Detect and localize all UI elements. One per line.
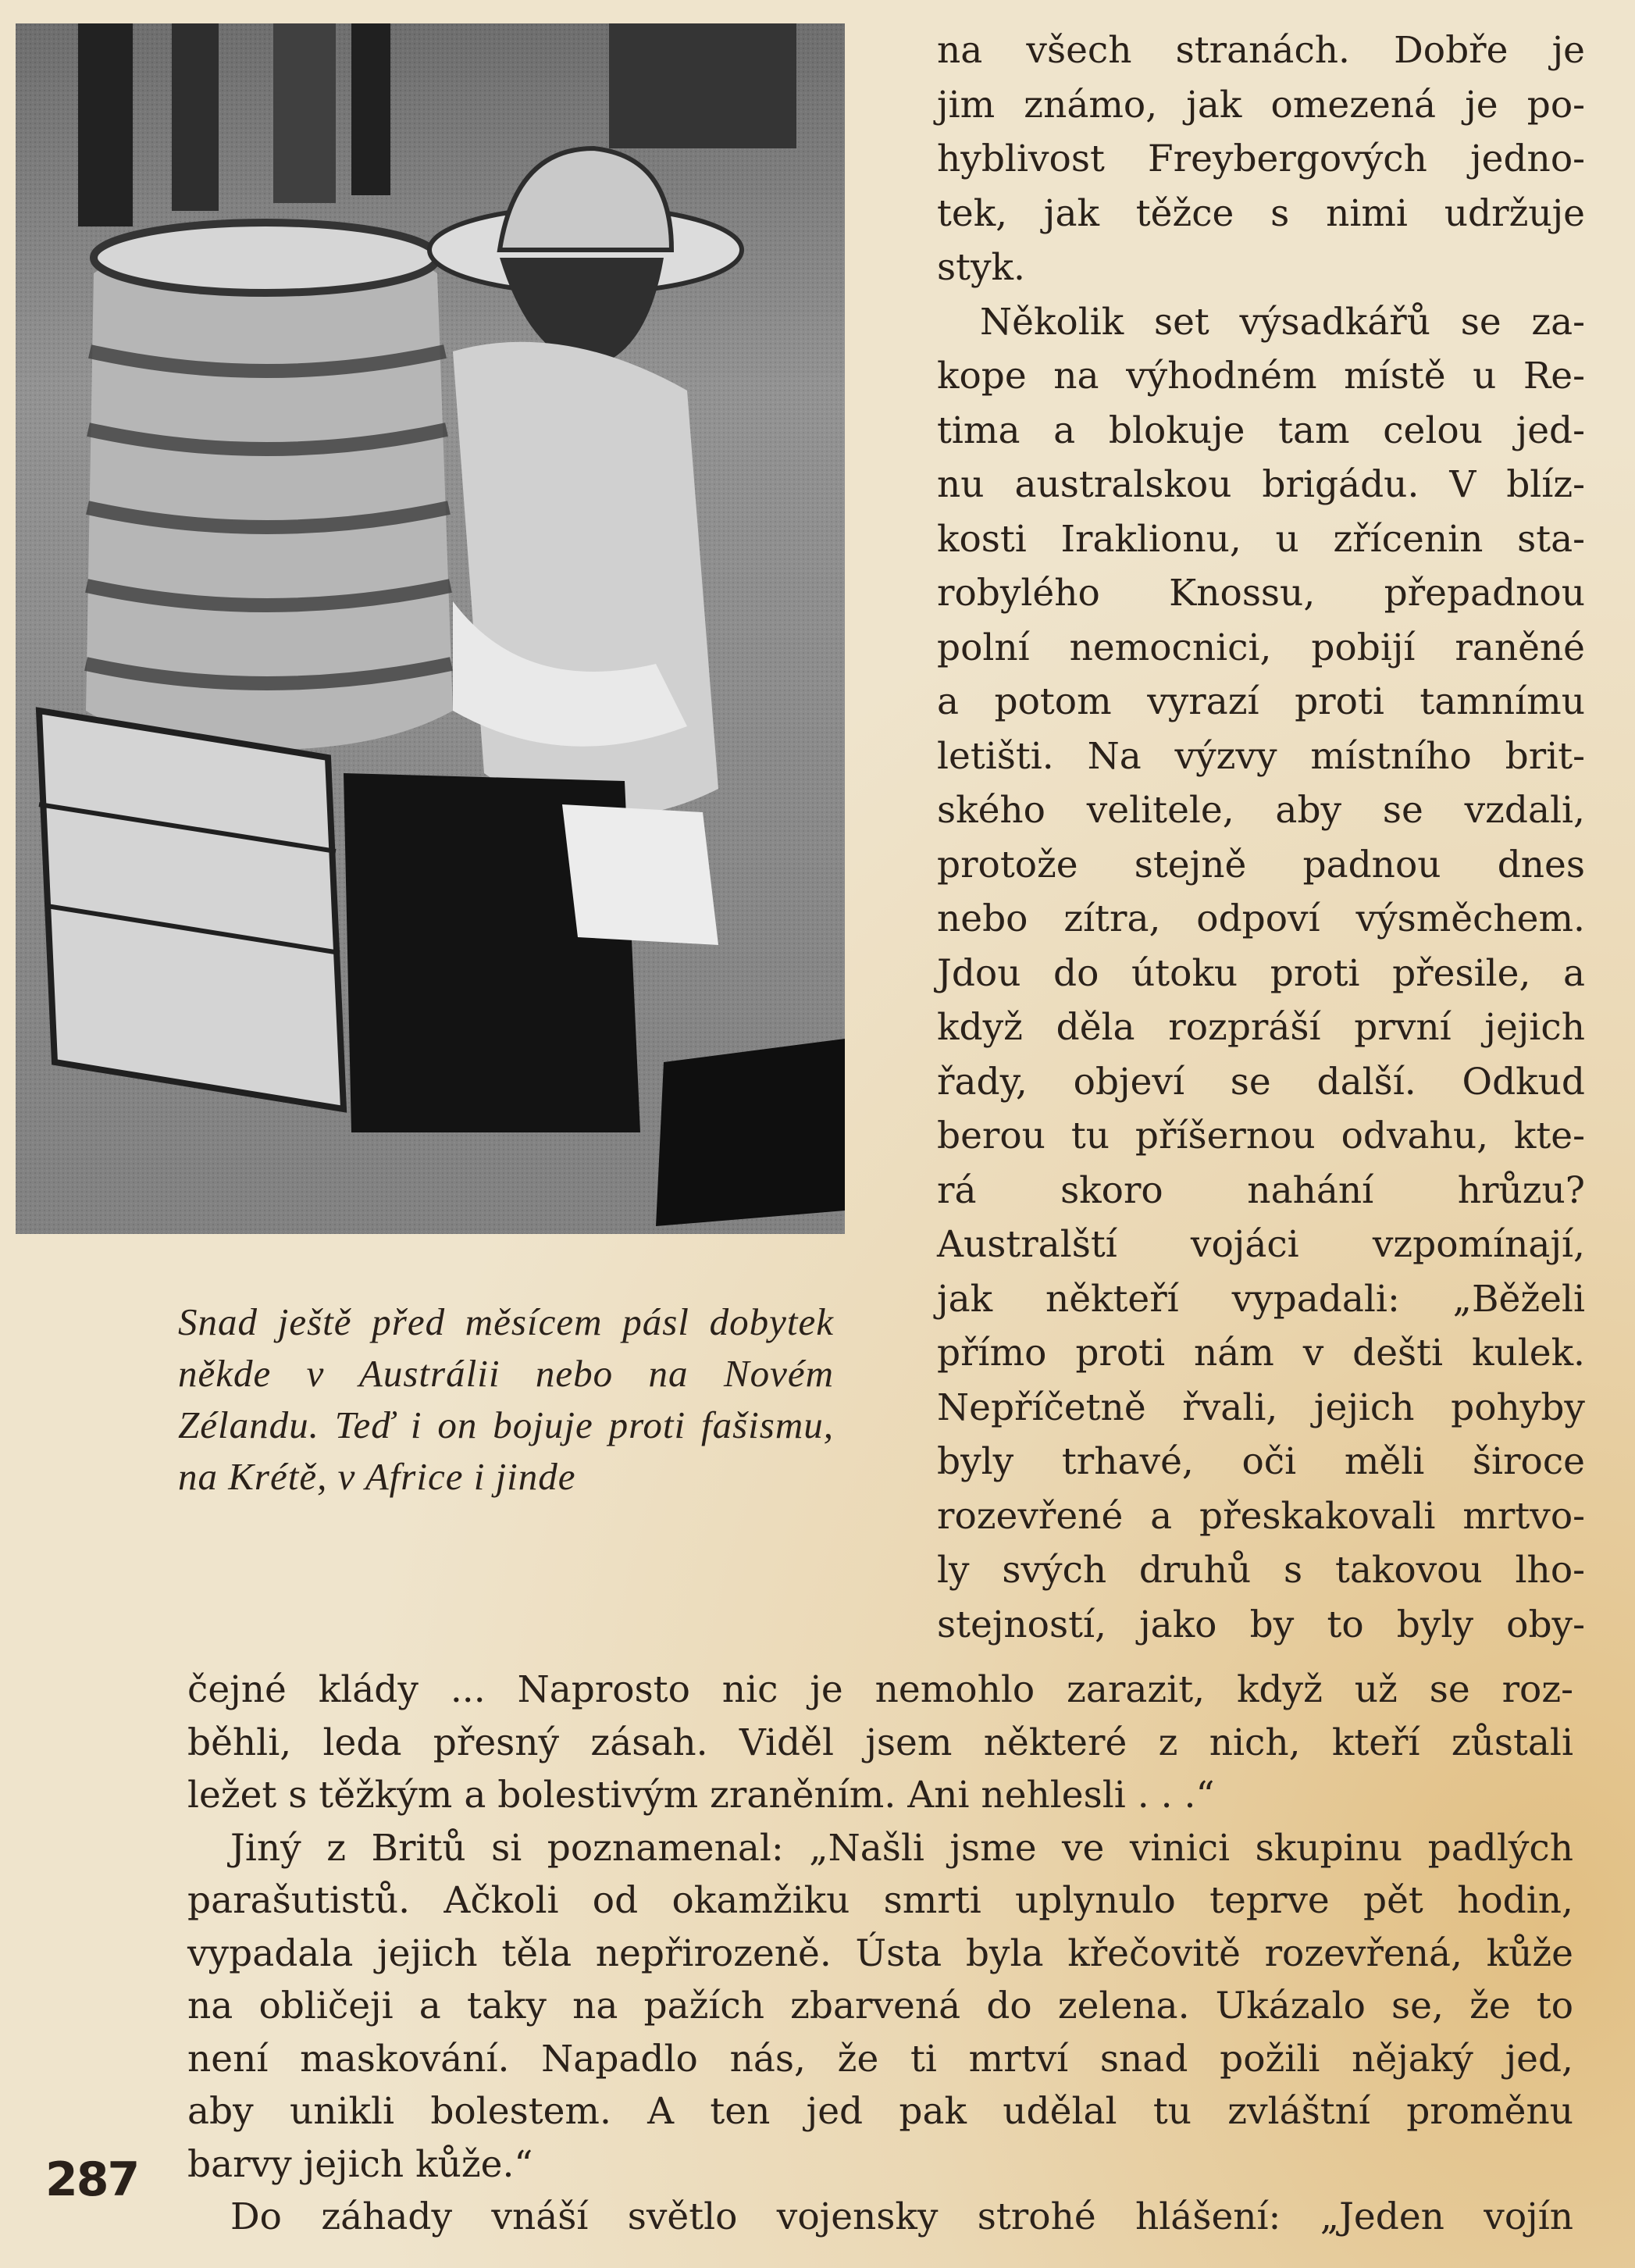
text-line: Do záhady vnáší světlo vojensky strohé hlášení: „Jeden vojín [230, 2195, 1573, 2238]
text-line: a potom vyrazí proti tamnímu [937, 680, 1585, 723]
photo-caption: Snad ještě před měsícem pásl dobytek někde v Austrálii nebo na Novém Zélandu. Teď i on bojuje proti fašismu, na Krétě, v Africe i jinde [178, 1300, 834, 1498]
text-line: ského velitele, aby se vzdali, [937, 789, 1585, 832]
text-line: letišti. Na výzvy místního brit- [937, 734, 1585, 778]
text-line: vypadala jejich těla nepřirozeně. Ústa byla křečovitě rozevřená, kůže [187, 1931, 1573, 1975]
text-line: protože stejně padnou dnes [937, 843, 1585, 886]
photo-illustration [16, 23, 845, 1234]
text-line: barvy jejich kůže.“ [187, 2142, 533, 2186]
text-line: styk. [937, 246, 1025, 289]
text-line: byly trhavé, oči měli široce [937, 1440, 1585, 1483]
text-line: běhli, leda přesný zásah. Viděl jsem některé z nich, kteří zůstali [187, 1721, 1573, 1764]
text-line: Jiný z Britů si poznamenal: „Našli jsme ve vinici skupinu padlých [230, 1826, 1573, 1870]
photo [16, 23, 845, 1234]
text-line: na všech stranách. Dobře je [937, 29, 1585, 72]
text-line: Australští vojáci vzpomínají, [937, 1223, 1585, 1266]
text-line: aby unikli bolestem. A ten jed pak udělal tu zvláštní proměnu [187, 2090, 1573, 2133]
text-line: polní nemocnici, pobijí raněné [937, 626, 1585, 669]
text-line: rozevřené a přeskakovali mrtvo- [937, 1494, 1585, 1538]
text-line: Nepříčetně řvali, jejich pohyby [937, 1385, 1585, 1429]
text-line: parašutistů. Ačkoli od okamžiku smrti uplynulo teprve pět hodin, [187, 1879, 1573, 1922]
text-line: jak někteří vypadali: „Běželi [937, 1277, 1585, 1321]
text-line: ly svých druhů s takovou lho- [937, 1549, 1585, 1592]
text-line: když děla rozpráší první jejich [937, 1006, 1585, 1049]
text-line: berou tu příšernou odvahu, kte- [937, 1114, 1585, 1157]
text-line: není maskování. Napadlo nás, že ti mrtví snad požili nějaký jed, [187, 2037, 1573, 2081]
text-line: stejností, jako by to byly oby- [937, 1603, 1585, 1646]
text-line: řady, objeví se další. Odkud [937, 1060, 1585, 1104]
right-text-column [937, 23, 1585, 1652]
text-line: tima a blokuje tam celou jed- [937, 408, 1585, 452]
text-line: hyblivost Freybergových jedno- [937, 137, 1585, 180]
text-line: Několik set výsadkářů se za- [980, 300, 1585, 344]
text-line: kosti Iraklionu, u zřícenin sta- [937, 517, 1585, 561]
text-line: čejné klády ... Naprosto nic je nemohlo zarazit, když už se roz- [187, 1668, 1573, 1711]
text-line: kope na výhodném místě u Re- [937, 355, 1585, 398]
text-line: rá skoro nahání hrůzu? [937, 1168, 1585, 1212]
text-line: přímo proti nám v dešti kulek. [937, 1332, 1585, 1375]
full-width-text [187, 1664, 1573, 2244]
text-line: jim známo, jak omezená je po- [937, 83, 1585, 127]
text-line: nu australskou brigádu. V blíz- [937, 463, 1585, 506]
text-line: na obličeji a taky na pažích zbarvená do zelena. Ukázalo se, že to [187, 1984, 1573, 2027]
page-number: 287 [45, 2152, 139, 2207]
text-line: tek, jak těžce s nimi udržuje [937, 191, 1585, 235]
text-line: nebo zítra, odpoví výsměchem. [937, 897, 1585, 940]
text-line: Jdou do útoku proti přesile, a [937, 951, 1585, 995]
text-line: ležet s těžkým a bolestivým zraněním. Ani nehlesli . . .“ [187, 1774, 1215, 1817]
text-line: robylého Knossu, přepadnou [937, 572, 1585, 615]
